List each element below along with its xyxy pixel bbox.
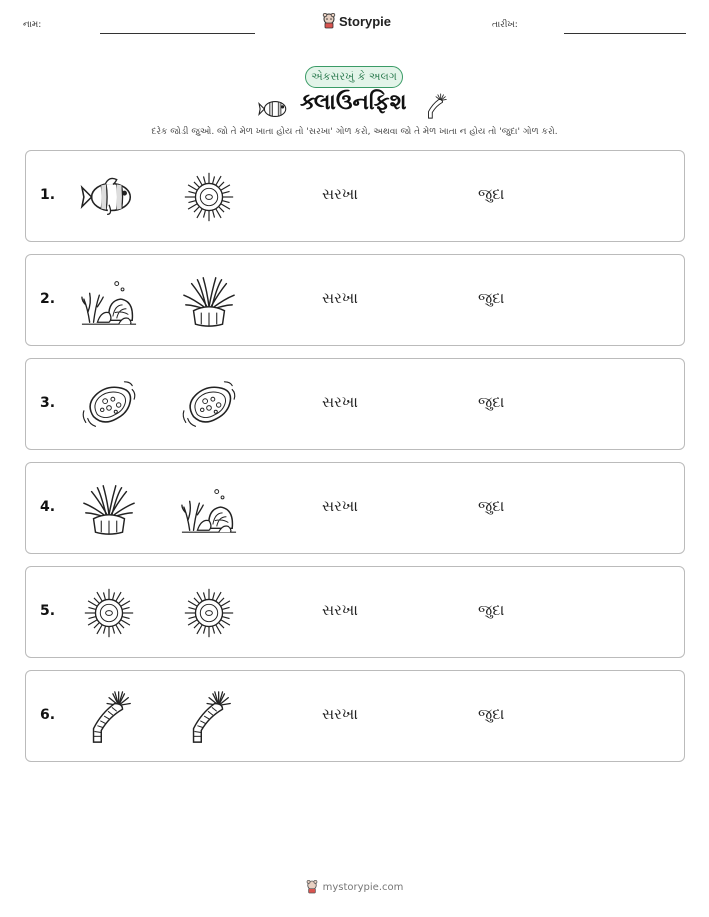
worksheet-type-badge: એકસરખું કે અલગ xyxy=(305,66,403,88)
tube-anemone-icon xyxy=(180,689,238,745)
name-label: નામ: xyxy=(23,20,42,30)
storypie-mascot-icon xyxy=(322,13,336,29)
anemone-icon xyxy=(80,481,138,537)
logo-text: Storypie xyxy=(339,13,392,29)
instructions: દરેક જોડી જુઓ. જો તે મેળ ખાતા હોય તો 'સરખા' ગોળ કરો, અથવા જો તે મેળ ખાતા ન હોય તો 'જુદા' ગોળ કરો. xyxy=(151,127,558,137)
question-number: 6. xyxy=(40,707,56,723)
same-option[interactable]: સરખા xyxy=(322,497,358,515)
sea-urchin-icon xyxy=(180,169,238,225)
storypie-logo xyxy=(322,13,391,29)
question-row xyxy=(25,670,685,762)
question-row xyxy=(25,254,685,346)
different-option[interactable]: જુદા xyxy=(478,289,505,307)
sea-urchin-icon xyxy=(180,585,238,641)
footer-url[interactable]: mystorypie.com xyxy=(322,881,404,893)
question-number: 1. xyxy=(40,187,56,203)
same-option[interactable]: સરખા xyxy=(322,601,358,619)
anemone-icon xyxy=(180,273,238,329)
question-row xyxy=(25,566,685,658)
page-title: ક્લાઉનફિશ xyxy=(300,90,407,115)
coral-reef-icon xyxy=(180,481,238,537)
sea-sponge-icon xyxy=(180,377,238,433)
question-number: 3. xyxy=(40,395,56,411)
sea-urchin-icon xyxy=(80,585,138,641)
tube-anemone-icon xyxy=(80,689,138,745)
question-row xyxy=(25,358,685,450)
title-row xyxy=(0,88,709,124)
question-list xyxy=(25,150,685,774)
clownfish-icon xyxy=(258,94,290,124)
question-number: 5. xyxy=(40,603,56,619)
footer xyxy=(0,880,709,894)
same-option[interactable]: સરખા xyxy=(322,705,358,723)
question-row xyxy=(25,150,685,242)
question-row xyxy=(25,462,685,554)
sea-sponge-icon xyxy=(80,377,138,433)
same-option[interactable]: સરખા xyxy=(322,185,358,203)
same-option[interactable]: સરખા xyxy=(322,393,358,411)
different-option[interactable]: જુદા xyxy=(478,185,505,203)
date-field[interactable] xyxy=(564,33,686,34)
name-field[interactable] xyxy=(100,33,255,34)
clownfish-icon xyxy=(80,169,138,225)
tube-anemone-icon xyxy=(422,90,450,122)
worksheet-header xyxy=(0,0,709,50)
different-option[interactable]: જુદા xyxy=(478,497,505,515)
coral-reef-icon xyxy=(80,273,138,329)
question-number: 4. xyxy=(40,499,56,515)
different-option[interactable]: જુદા xyxy=(478,393,505,411)
storypie-mascot-icon xyxy=(306,880,318,894)
question-number: 2. xyxy=(40,291,56,307)
date-label: તારીખ: xyxy=(492,20,518,30)
different-option[interactable]: જુદા xyxy=(478,705,505,723)
same-option[interactable]: સરખા xyxy=(322,289,358,307)
different-option[interactable]: જુદા xyxy=(478,601,505,619)
